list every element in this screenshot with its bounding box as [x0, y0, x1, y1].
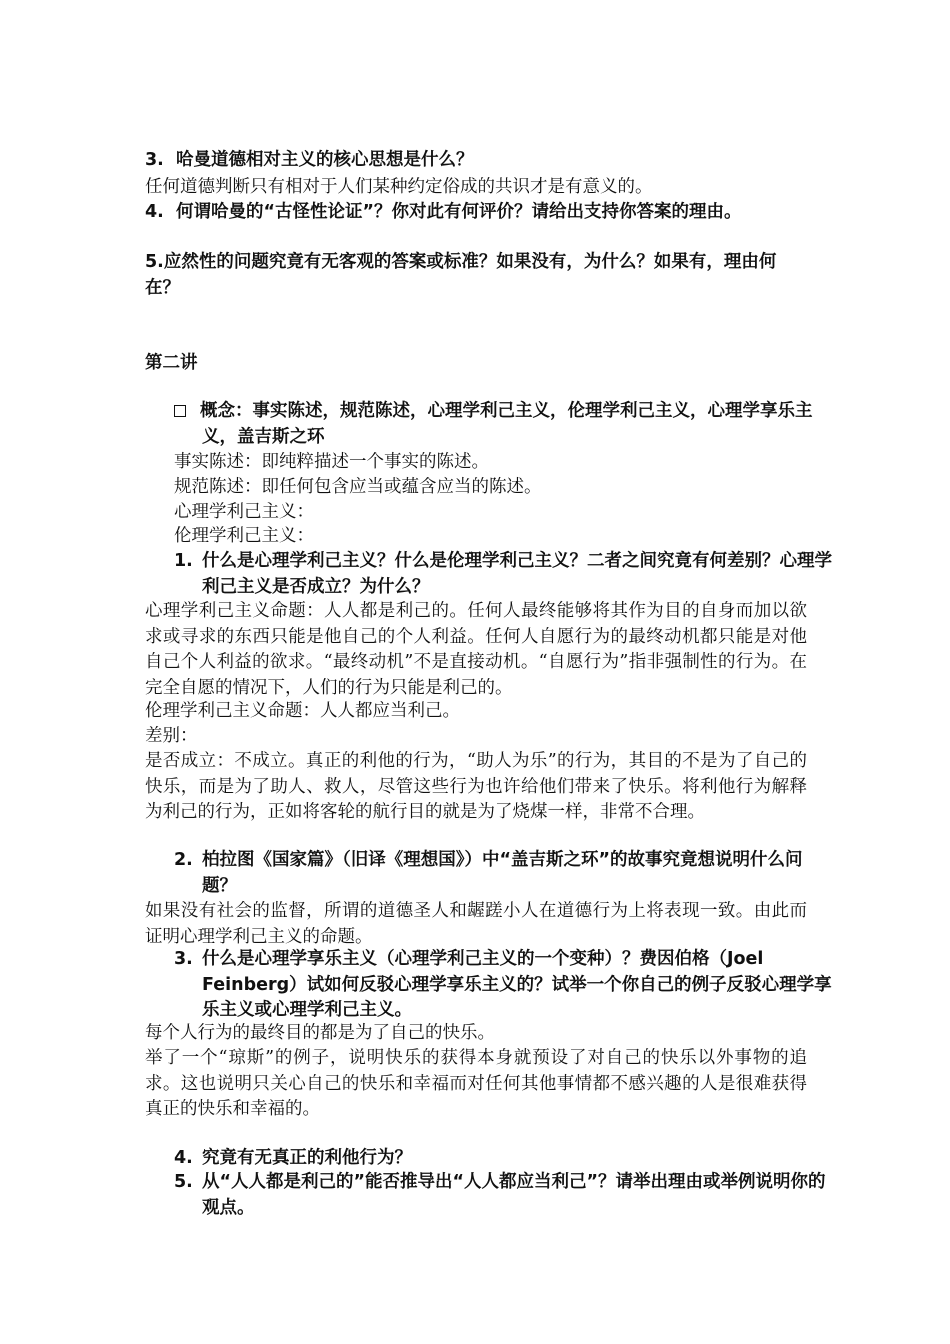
answer-1-ethical-egoism: 伦理学利己主义命题：人人都应当利己。	[145, 701, 460, 721]
answer-1-psych-egoism: 心理学利己主义命题：人人都是利己的。任何人最终能够将其作为目的自身而加以欲求或寻求的东西只能是他自己的个人利益。任何人自愿行为的最终动机都只能是对他自己个人利益的欲求。“最终动机”不是直接动机。“自愿行为”指非强制性的行为。在完全自愿的情况下，人们的行为只能是利己的。	[145, 601, 807, 698]
question-number: 4.	[174, 1148, 193, 1168]
lecture2-question-5	[174, 1170, 834, 1221]
question-number: 3.	[145, 150, 164, 170]
question-text: 哈曼道德相对主义的核心思想是什么？	[176, 150, 474, 170]
question-number: 5.	[174, 1172, 193, 1192]
question-text: 应然性的问题究竟有无客观的答案或标准？如果没有，为什么？如果有，理由何在？	[145, 252, 777, 298]
question-3-harman	[145, 148, 810, 174]
lecture2-question-4	[174, 1146, 834, 1172]
lecture2-question-2	[174, 848, 834, 899]
question-number: 3.	[174, 949, 193, 969]
concepts-text: 概念：事实陈述，规范陈述，心理学利己主义，伦理学利己主义，心理学享乐主义，盖吉斯之环	[200, 401, 813, 447]
question-number: 4.	[145, 202, 164, 222]
answer-3: 任何道德判断只有相对于人们某种约定俗成的共识才是有意义的。	[145, 177, 653, 197]
definition-normative: 规范陈述：即任何包含应当或蕴含应当的陈述。	[174, 477, 542, 497]
lecture2-question-1	[174, 549, 834, 600]
lecture-2-heading: 第二讲	[145, 353, 198, 373]
question-number: 1.	[174, 551, 193, 571]
question-number: 5.	[145, 252, 164, 272]
definition-psych-egoism: 心理学利己主义：	[174, 502, 314, 522]
answer-1-difference: 差别：	[145, 726, 198, 746]
answer-1-validity: 是否成立：不成立。真正的利他的行为，“助人为乐”的行为，其目的不是为了自己的快乐，而是为了助人、救人，尽管这些行为也许给他们带来了快乐。将利他行为解释为利己的行为，正如将客轮的航行目的就是为了烧煤一样，非常不合理。	[145, 751, 807, 822]
question-5-ought	[145, 250, 810, 301]
answer-2-gyges: 如果没有社会的监督，所谓的道德圣人和龌蹉小人在道德行为上将表现一致。由此而证明心理学利己主义的命题。	[145, 901, 807, 947]
question-text: 什么是心理学利己主义？什么是伦理学利己主义？二者之间究竟有何差别？心理学利己主义是否成立？为什么？	[202, 551, 832, 597]
concepts-item	[174, 399, 834, 450]
lecture2-question-3	[174, 947, 834, 1024]
definition-ethical-egoism: 伦理学利己主义：	[174, 526, 314, 546]
question-text: 究竟有无真正的利他行为？	[202, 1148, 412, 1168]
question-text: 柏拉图《国家篇》（旧译《理想国》）中“盖吉斯之环”的故事究竟想说明什么问题？	[202, 850, 803, 896]
definition-fact: 事实陈述：即纯粹描述一个事实的陈述。	[174, 452, 489, 472]
question-text: 从“人人都是利己的”能否推导出“人人都应当利己”？请举出理由或举例说明你的观点。	[202, 1172, 826, 1218]
question-4-queerness	[145, 200, 815, 226]
question-text: 什么是心理学享乐主义（心理学利己主义的一个变种）？费因伯格（Joel Feinberg）试如何反驳心理学享乐主义的？试举一个你自己的例子反驳心理学享乐主义或心理学利己主义。	[202, 949, 832, 1020]
answer-3-hedonism: 每个人行为的最终目的都是为了自己的快乐。	[145, 1023, 495, 1043]
question-number: 2.	[174, 850, 193, 870]
checkbox-square-icon	[174, 405, 186, 417]
answer-3-jones-example: 举了一个“琼斯”的例子，说明快乐的获得本身就预设了对自己的快乐以外事物的追求。这也说明只关心自己的快乐和幸福而对任何其他事情都不感兴趣的人是很难获得真正的快乐和幸福的。	[145, 1048, 807, 1119]
question-text: 何谓哈曼的“古怪性论证”？你对此有何评价？请给出支持你答案的理由。	[176, 202, 742, 222]
